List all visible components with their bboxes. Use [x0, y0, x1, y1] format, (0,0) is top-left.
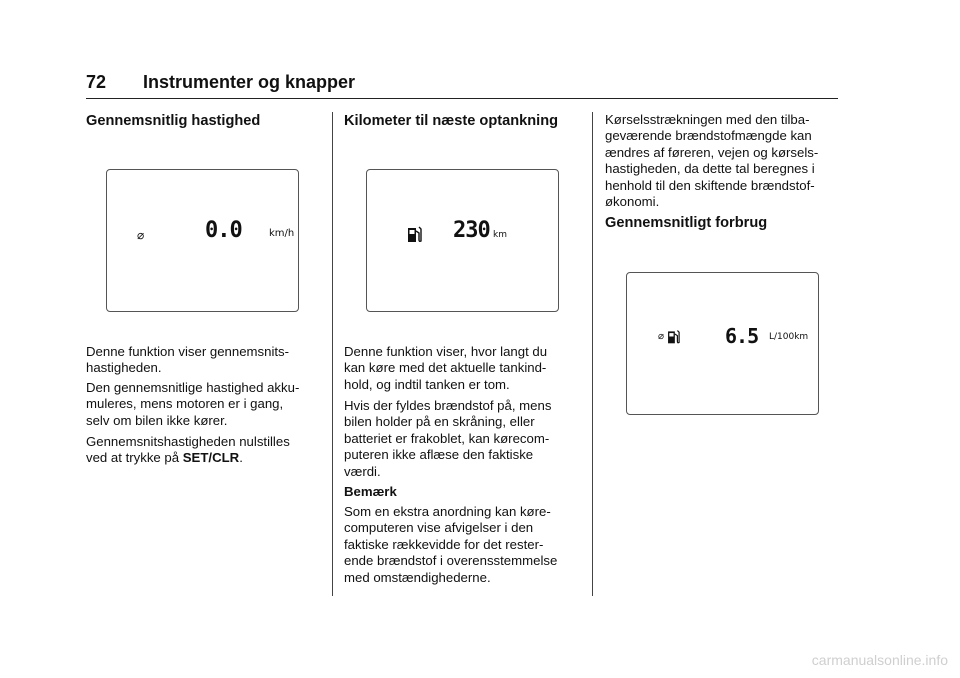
watermark: carmanualsonline.info	[811, 652, 948, 668]
display-value: 6.5	[725, 324, 759, 348]
paragraph-1: Kørselsstrækningen med den tilba- geværende brændstofmængde kan ændres af føreren, vejen og kørsels- hastigheden, da dette tal beregnes i henhold til den skiftende brændstof- økonomi.	[605, 112, 819, 210]
average-symbol-icon: ⌀	[658, 331, 665, 342]
column-divider-1	[332, 112, 333, 596]
display-unit: km/h	[269, 228, 295, 239]
range-display	[366, 169, 559, 312]
fuel-pump-icon	[407, 224, 423, 244]
paragraph-2: Hvis der fyldes brændstof på, mens bilen holder på en skråning, eller batteriet er frakoblet, kan kørecom- puteren ikke aflæse den faktiske værdi.	[344, 398, 552, 479]
note-label: Bemærk	[344, 484, 397, 499]
set-clr-label: SET/CLR	[182, 450, 240, 466]
section-heading-range: Kilometer til næste optankning	[344, 113, 559, 129]
display-unit: km	[493, 230, 507, 240]
section-heading-average-speed: Gennemsnitlig hastighed	[86, 113, 261, 129]
header-rule	[86, 98, 838, 99]
chapter-title: Instrumenter og knapper	[143, 72, 356, 92]
column-divider-2	[592, 112, 593, 596]
paragraph-2: Den gennemsnitlige hastighed akku- muleres, mens motoren er i gang, selv om bilen ikke kører.	[86, 380, 300, 428]
page-number: 72	[86, 72, 107, 92]
page-header	[86, 72, 355, 93]
display-unit: L/100km	[769, 332, 809, 342]
section-heading-average-consumption: Gennemsnitligt forbrug	[605, 215, 768, 231]
paragraph-1: Denne funktion viser, hvor langt du kan køre med det aktuelle tankind- hold, og indtil tanken er tom.	[344, 344, 548, 392]
paragraph-1: Denne funktion viser gennemsnits- hastigheden.	[86, 344, 290, 376]
paragraph-3: Gennemsnitshastigheden nulstilles ved at trykke på SET/CLR.	[86, 434, 290, 466]
display-value: 230	[453, 218, 490, 243]
display-value: 0.0	[205, 218, 242, 243]
consumption-display	[626, 272, 819, 415]
note-text: Som en ekstra anordning kan køre- computeren vise afvigelser i den faktiske rækkevidde for det rester- ende brændstof i overensstemmelse med omstændighederne.	[344, 504, 558, 585]
average-symbol-icon: ⌀	[137, 228, 145, 242]
fuel-pump-icon	[667, 328, 681, 345]
average-speed-display	[106, 169, 299, 312]
